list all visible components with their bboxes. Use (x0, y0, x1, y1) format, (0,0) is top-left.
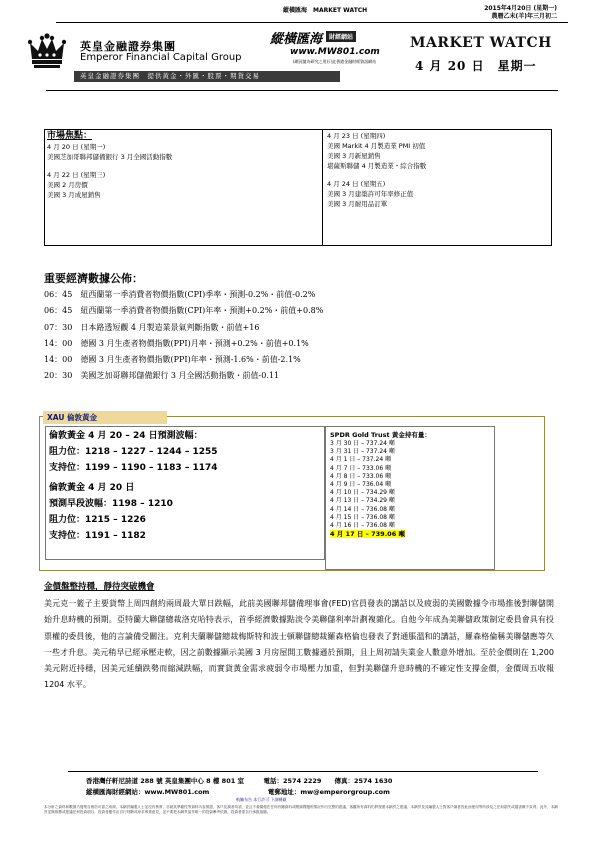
company-name-en: Emperor Financial Capital Group (80, 52, 242, 63)
focus-item: 美國 3 月成屋銷售 (47, 191, 101, 199)
footer-rule (68, 771, 538, 772)
market-focus-left (47, 131, 317, 200)
xau-day-range: 預測早段波幅：1198 – 1210 (49, 499, 173, 509)
spdr-item: 4 月 7 日 – 733.06 噸 (330, 464, 392, 472)
xau-day-title: 倫敦黃金 4 月 20 日 (49, 483, 135, 493)
focus-item: 堪薩斯聯儲 4 月製造業・綜合指數 (327, 162, 427, 170)
site-logo-url[interactable]: www.MW801.com (290, 47, 380, 57)
focus-item: 美國芝加哥聯邦儲備銀行 3 月全國活動指數 (47, 153, 173, 161)
focus-item: 美國 Markit 4 月製造業 PMI 初值 (327, 142, 426, 150)
xau-week-resistance: 阻力位：1218 – 1227 – 1244 – 1255 (49, 447, 218, 457)
xau-week-title: 倫敦黃金 4 月 20 – 24 日預測波幅： (49, 431, 203, 441)
spdr-item: 4 月 8 日 – 733.06 噸 (330, 472, 392, 480)
market-focus-title: 市場焦點： (47, 131, 93, 141)
spdr-item: 4 月 10 日 – 734.29 噸 (330, 489, 395, 497)
econ-data-item: 14：00 德國 3 月生產者物價指數(PPI)年率・預測-1.6%・前值-2.1% (44, 355, 301, 365)
spdr-item: 3 月 30 日 – 737.24 噸 (330, 440, 395, 447)
spdr-holdings (330, 430, 431, 539)
econ-data-item: 20：30 美國芝加哥聯邦儲備銀行 3 月全國活動指數・前值-0.11 (44, 371, 280, 381)
focus-item: 美國 3 月建築許可年率修正值 (327, 190, 414, 198)
xau-day-resistance: 阻力位：1215 – 1226 (49, 515, 146, 525)
xau-forecast (49, 428, 218, 544)
market-focus-right (327, 131, 547, 209)
footer-disclaimer: 本分析之資料和數據乃搜集自相信可靠之來源，本網頁編製人士並沒有核實，亦就其準確性等資料內容保證，客戶及讀者均須，並且不會隨便在任何有關資料或閱讀問題的情況作出完整的建議，客觀所有資料仍將按照本網頁之建議，本網頁及其編製人士對客戶讀者因此而使用等所涉及之任何損失或損害概不負責。此外，本網頁並無推薦或建議任何投資項目，投資者應作出自行判斷或尋求專業意見，並不要把本網頁當作唯一的投資參考依據，投資者需自行承擔風險。 (44, 805, 558, 814)
company-name-zh: 英皇金融證券集團 (80, 40, 176, 53)
econ-data-list (44, 287, 323, 385)
market-focus-divider (322, 129, 323, 246)
site-logo-badge: 財經網站 (326, 31, 356, 42)
header-date (484, 5, 557, 21)
spdr-title: SPDR Gold Trust 黃金持有量： (330, 431, 431, 439)
focus-date: 4 月 22 日 (星期三) (47, 171, 106, 179)
spdr-item: 4 月 14 日 – 736.08 噸 (330, 505, 395, 513)
header-rule (46, 90, 558, 91)
spdr-item: 4 月 13 日 – 734.29 噸 (330, 497, 395, 505)
econ-data-item: 06：45 紐西蘭第一季消費者物價指數(CPI)季率・預測-0.2%・前值-0.2% (44, 290, 316, 299)
econ-data-title: 重要經濟數據公佈： (44, 272, 143, 285)
spdr-latest-highlight: 4 月 17 日 – 739.06 噸 (330, 530, 405, 539)
header-date-line1: 2015年4月20日 (星期一) (484, 5, 557, 12)
commentary-title: 金價盤整持穩，靜待突破機會 (44, 582, 155, 592)
focus-item: 美國 3 月耐用品訂單 (327, 200, 388, 208)
econ-data-item: 14：00 德國 3 月生產者物價指數(PPI)月率・預測+0.2%・前值+0.1% (44, 338, 309, 348)
footer-web-email[interactable]: 縱橫匯海財經網站：www.MW801.com 電郵地址：mw@emperorgroup.com (86, 788, 390, 796)
spdr-item: 4 月 16 日 – 736.08 噸 (330, 522, 395, 530)
commentary-body: 美元克一籃子主要貨幣上周四創約兩周最大單日跌幅，此前美國聯邦儲備理事會(FED)官員發表的講話以及疲弱的美國數據令市場推後對聯儲開始升息時機的預期。亞特蘭大聯儲總裁洛克哈特表示，首季經濟數據點淡令美聯儲利率計劃複雜化。自他今年成為美聯儲政策制定委員會具有投票權的委員後，他的言論備受關注。克利夫蘭聯儲總裁梅斯特和波士頓聯儲總裁羅森格倫也發表了對通脹溫和的講話，羅森格倫稱美聯儲應等久一些才升息。美元稍早已經承壓走軟，因之前數據顯示美國 3 月房屋開工數據遜於預期，且上周初請失業金人數意外增加。至於金價則在 1,200 美元附近持穩，因美元延續跌勢而縮減跌幅，而實貨黃金需求疲弱令市場壓力加重，但對美聯儲升息時機的不確定性支撐金價，金價周五收報 1204 水平。 (44, 599, 554, 690)
site-logo-title: 縱橫匯海 (270, 32, 323, 47)
header-top-left: 縱橫匯海 MARKET WATCH (283, 7, 368, 14)
spdr-item: 4 月 1 日 – 737.24 噸 (330, 456, 392, 464)
xau-day-support: 支持位：1191 – 1182 (49, 531, 146, 541)
top-rule (56, 22, 568, 23)
xau-section-header: XAU 倫敦黃金 (43, 411, 167, 424)
crown-logo-icon (28, 33, 66, 73)
footer-notice: 軌觸布告 本行許可 下調轉載 (236, 797, 287, 802)
spdr-item: 4 月 15 日 – 736.08 噸 (330, 513, 395, 521)
xau-week-support: 支持位：1199 – 1190 – 1183 – 1174 (49, 463, 218, 473)
focus-date: 4 月 23 日 (星期四) (327, 132, 386, 140)
company-tagline: 英皇金融證券集團 提供黃金・外匯・股票・期貨交易 (74, 71, 340, 82)
market-watch-title: MARKET WATCH (410, 35, 552, 51)
focus-date: 4 月 24 日 (星期五) (327, 180, 386, 188)
spdr-item: 4 月 9 日 – 736.04 噸 (330, 481, 392, 489)
focus-date: 4 月 20 日 (星期一) (47, 143, 106, 151)
header-date-line2: 農曆乙未(羊)年三月初二 (491, 13, 557, 20)
econ-data-item: 06：45 紐西蘭第一季消費者物價指數(CPI)年率・預測+0.2%・前值+0.8% (44, 306, 324, 316)
focus-item: 美國 2 月房價 (47, 181, 88, 189)
footer-address: 香港灣仔軒尼詩道 288 號 英皇集團中心 8 樓 801 室 電話：2574 2229 傳真：2574 1630 (86, 777, 393, 785)
market-watch-date: 4 月 20 日 星期一 (415, 59, 537, 73)
site-logo-subtitle: (網頁隨為研究之用)只此香港金融財經資訊網站 (293, 59, 377, 64)
spdr-item: 3 月 31 日 – 737.24 噸 (330, 448, 395, 456)
econ-data-item: 07：30 日本路透短觀 4 月製造業景氣判斷指數・前值+16 (44, 322, 260, 332)
focus-item: 美國 3 月新屋銷售 (327, 152, 381, 160)
